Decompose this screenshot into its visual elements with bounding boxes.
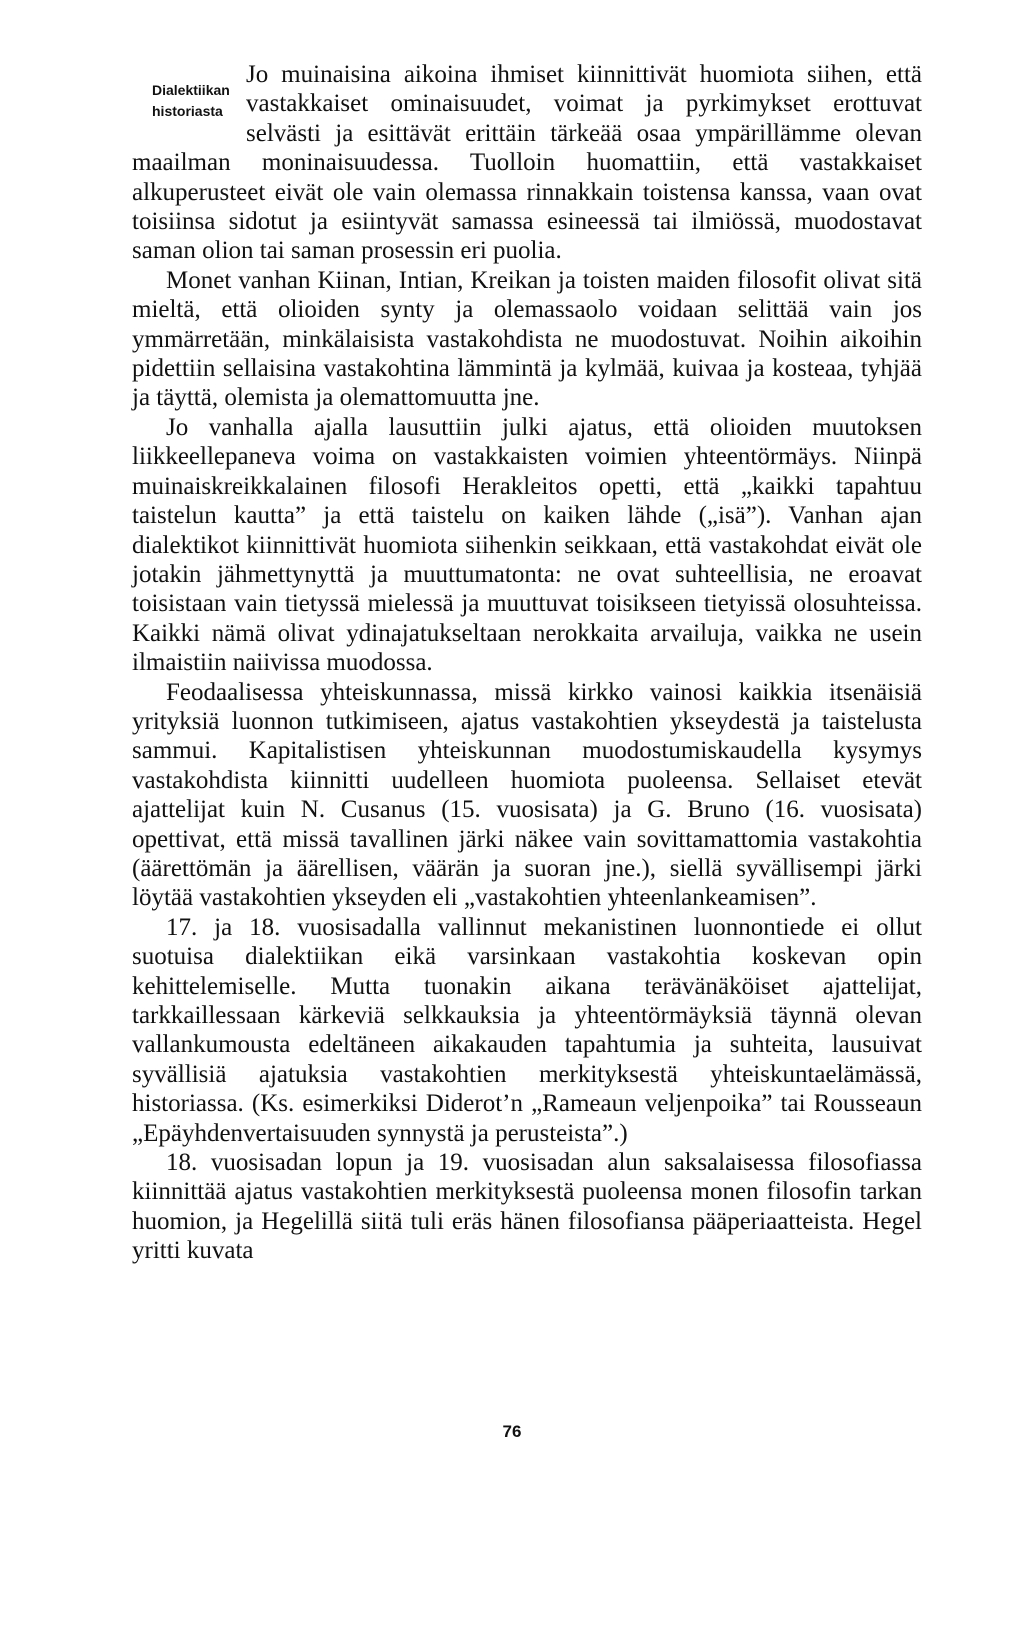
paragraph-1: Jo muinaisina aikoina ihmiset kiinnittivät huomiota siihen, että vastakkaiset ominaisuudet, voimat ja pyrkimykset erottuvat selvästi ja esittävät erittäin tärkeää osaa ympärillämme olevan maailman moninaisuudessa. Tuolloin huomattiin, että vastakkaiset alkuperusteet eivät ole vain olemassa rinnakkain toistensa kanssa, vaan ovat toisiinsa sidotut ja esiintyvät samassa esineessä tai ilmiössä, muodostavat saman olion tai saman prosessin eri puolia. xyxy=(132,61,922,265)
paragraph-2: Monet vanhan Kiinan, Intian, Kreikan ja toisten maiden filosofit olivat sitä mieltä, että olioiden synty ja olemassaolo voidaan selittää vain jos ymmärretään, minkälaisista vastakohdista ne muodostuvat. Noihin aikoihin pidettiin sellaisina vastakohtina lämmintä ja kylmää, kuivaa ja kosteaa, tyhjää ja täyttä, olemista ja olemattomuutta jne. xyxy=(132,266,922,412)
margin-heading-line-1: Dialektiikan xyxy=(152,82,230,98)
paragraph-4: Feodaalisessa yhteiskunnassa, missä kirkko vainosi kaikkia itsenäisiä yrityksiä luonnon tutkimiseen, ajatus vastakohtien ykseydestä ja taistelusta sammui. Kapitalistisen yhteiskunnan muodostumiskaudella kysymys vastakohdista kiinnitti uudelleen huomiota puoleensa. Sellaiset etevät ajattelijat kuin N. Cusanus (15. vuosisata) ja G. Bruno (16. vuosisata) opettivat, että missä tavallinen järki näkee vain sovittamattomia vastakohtia (äärettömän ja äärellisen, väärän ja suoran jne.), siellä syvällisempi järki löytää vastakohtien ykseyden eli „vastakohtien yhteenlankeamisen”. xyxy=(132,678,922,912)
page-number: 76 xyxy=(502,1422,522,1441)
margin-heading-line-2: historiasta xyxy=(152,103,223,119)
paragraph-6: 18. vuosisadan lopun ja 19. vuosisadan alun saksalaisessa filosofiassa kiinnittää ajatus vastakohtien merkityksestä puoleensa monen filosofin tarkan huomion, ja Hegelillä siitä tuli eräs hänen filosofiansa pääperiaatteista. Hegel yritti kuvata xyxy=(132,1149,922,1265)
paragraph-3: Jo vanhalla ajalla lausuttiin julki ajatus, että olioiden muutoksen liikkeellepaneva voima on vastakkaisten voimien yhteentörmäys. Niinpä muinaiskreikkalainen filosofi Herakleitos opetti, että „kaikki tapahtuu taistelun kautta” ja että taistelu on kaiken lähde („isä”). Vanhan ajan dialektikot kiinnittivät huomiota siihenkin seikkaan, että vastakohdat eivät ole jotakin jähmettynyttä ja muuttumatonta: ne ovat suhteellisia, ne eroavat toisistaan vain tietyssä mielessä ja muuttuvat toisikseen tietyissä olosuhteissa. Kaikki nämä olivat ydinajatukseltaan nerokkaita arvailuja, vaikka ne usein ilmaistiin naiivissa muodossa. xyxy=(132,413,922,677)
body-text xyxy=(132,60,922,1266)
paragraph-5: 17. ja 18. vuosisadalla vallinnut mekanistinen luonnontiede ei ollut suotuisa dialektiikan eikä varsinkaan vastakohtia koskevan opin kehittelemiselle. Mutta tuonakin aikana terävänäköiset ajattelijat, tarkkaillessaan kärkeviä selkkauksia ja yhteentörmäyksiä täynnä olevan vallankumousta edeltäneen aikakauden tapahtumia ja suhteita, lausuivat syvällisiä ajatuksia vastakohtien merkityksestä yhteiskuntaelämässä, historiassa. (Ks. esimerkiksi Diderot’n „Rameaun veljenpoika” tai Rousseaun „Epäyhdenvertaisuuden synnystä ja perusteista”.) xyxy=(132,913,922,1147)
